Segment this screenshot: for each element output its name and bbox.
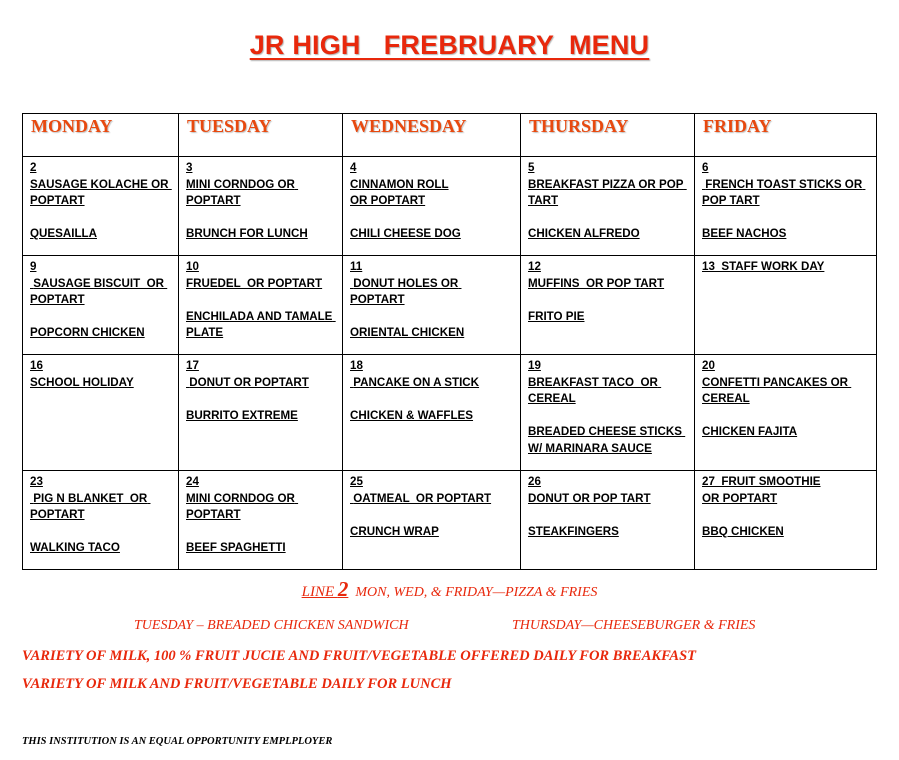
menu-item: CINNAMON ROLL	[350, 177, 449, 191]
day-cell-wednesday	[343, 157, 521, 256]
line-spacer	[186, 524, 336, 541]
line-spacer	[30, 524, 172, 541]
day-date: 18	[350, 359, 363, 372]
day-cell-friday	[695, 355, 877, 471]
day-cell-wednesday	[343, 355, 521, 471]
menu-item: BREAKFAST PIZZA OR POP TART	[528, 177, 687, 207]
menu-title: JR HIGH FREBRUARY MENU	[249, 30, 650, 60]
day-cell-wednesday	[343, 471, 521, 570]
day-header-row	[23, 114, 877, 157]
day-header-friday: FRIDAY	[695, 114, 877, 157]
day-cell-monday	[23, 355, 179, 471]
day-date: 20	[702, 359, 715, 372]
menu-item: QUESAILLA	[30, 227, 97, 240]
menu-item: CHICKEN & WAFFLES	[350, 408, 474, 422]
line-spacer	[350, 309, 514, 326]
breakfast-note: VARIETY OF MILK, 100 % FRUIT JUCIE AND FRUIT/VEGETABLE OFFERED DAILY FOR BREAKFAST	[22, 648, 697, 664]
menu-item: MINI CORNDOG OR POPTART	[186, 177, 299, 207]
menu-item: STEAKFINGERS	[528, 524, 619, 538]
day-date: 17	[186, 359, 199, 372]
day-cell-friday	[695, 157, 877, 256]
menu-item: FRENCH TOAST STICKS OR POP TART	[702, 177, 866, 207]
day-cell-monday	[23, 157, 179, 256]
menu-item: POPCORN CHICKEN	[30, 326, 145, 339]
menu-item: DONUT OR POPTART	[186, 375, 309, 389]
menu-item: CHICKEN FAJITA	[702, 425, 798, 438]
equal-opportunity-statement: THIS INSTITUTION IS AN EQUAL OPPORTUNITY EMPLPLOYER	[22, 736, 333, 747]
week-row	[23, 256, 877, 355]
menu-item: MINI CORNDOG OR POPTART	[186, 491, 299, 521]
day-date: 10	[186, 260, 199, 273]
line-spacer	[528, 292, 688, 309]
day-cell-thursday	[521, 355, 695, 471]
line-spacer	[528, 507, 688, 524]
menu-item: CONFETTI PANCAKES OR CEREAL	[702, 375, 852, 405]
day-cell-friday	[695, 256, 877, 355]
week-row	[23, 471, 877, 570]
week-row	[23, 355, 877, 471]
line-spacer	[350, 391, 514, 408]
day-header-thursday: THURSDAY	[521, 114, 695, 157]
menu-item: BEEF NACHOS	[702, 227, 787, 240]
line-2-text: MON, WED, & FRIDAY—PIZZA & FRIES	[348, 585, 598, 600]
day-header-tuesday: TUESDAY	[179, 114, 343, 157]
line-2-number: 2	[337, 577, 349, 601]
menu-item: OR POPTART	[350, 194, 426, 207]
day-date: 19	[528, 359, 541, 372]
day-header-wednesday: WEDNESDAY	[343, 114, 521, 157]
menu-item: OR POPTART	[702, 491, 778, 505]
day-date: 3	[186, 161, 193, 174]
line-spacer	[702, 210, 870, 227]
menu-item: MUFFINS OR POP TART	[528, 276, 665, 290]
menu-item: ORIENTAL CHICKEN	[350, 326, 465, 339]
menu-item: OATMEAL OR POPTART	[350, 491, 492, 505]
line-spacer	[350, 507, 514, 524]
day-date: 24	[186, 475, 199, 488]
line-spacer	[186, 391, 336, 408]
day-cell-thursday	[521, 256, 695, 355]
line-spacer	[30, 309, 172, 326]
menu-item: BREAKFAST TACO OR CEREAL	[528, 375, 662, 405]
day-date: 12	[528, 260, 541, 273]
lunch-note: VARIETY OF MILK AND FRUIT/VEGETABLE DAILY FOR LUNCH	[22, 676, 452, 692]
line-spacer	[702, 507, 870, 524]
menu-item: SAUSAGE BISCUIT OR POPTART	[30, 276, 168, 306]
day-cell-friday	[695, 471, 877, 570]
menu-item: SAUSAGE KOLACHE OR POPTART	[30, 177, 172, 207]
line-spacer	[528, 408, 688, 425]
menu-item: BBQ CHICKEN	[702, 524, 784, 538]
menu-item: BURRITO EXTREME	[186, 408, 298, 422]
day-date: 27 FRUIT SMOOTHIE	[702, 475, 821, 488]
line-2-label-text: LINE	[301, 584, 338, 600]
menu-item: BRUNCH FOR LUNCH	[186, 227, 308, 240]
day-cell-tuesday	[179, 471, 343, 570]
menu-item: WALKING TACO	[30, 541, 120, 554]
menu-item: CHILI CHEESE DOG	[350, 227, 461, 240]
day-date: 2	[30, 161, 37, 174]
day-cell-monday	[23, 256, 179, 355]
menu-item: CHICKEN ALFREDO	[528, 227, 640, 240]
day-cell-monday	[23, 471, 179, 570]
day-date: 13 STAFF WORK DAY	[702, 260, 825, 273]
week-row	[23, 157, 877, 256]
day-header-monday: MONDAY	[23, 114, 179, 157]
thursday-note: THURSDAY—CHEESEBURGER & FRIES	[512, 618, 756, 633]
line-spacer	[186, 210, 336, 227]
line-spacer	[702, 408, 870, 425]
day-date: 23	[30, 475, 43, 488]
day-date: 5	[528, 161, 535, 174]
line-spacer	[350, 210, 514, 227]
line-spacer	[528, 210, 688, 227]
day-cell-tuesday	[179, 256, 343, 355]
day-date: 6	[702, 161, 709, 174]
line-2-note	[0, 577, 899, 602]
menu-item: DONUT HOLES OR POPTART	[350, 276, 462, 306]
menu-item: CRUNCH WRAP	[350, 524, 439, 538]
day-cell-tuesday	[179, 355, 343, 471]
day-cell-tuesday	[179, 157, 343, 256]
menu-item: BREADED CHEESE STICKS W/ MARINARA SAUCE	[528, 425, 686, 455]
menu-item: SCHOOL HOLIDAY	[30, 375, 134, 389]
line-2-label	[301, 577, 349, 601]
line-spacer	[186, 292, 336, 309]
day-cell-thursday	[521, 157, 695, 256]
day-date: 26	[528, 475, 541, 488]
day-date: 16	[30, 359, 43, 372]
day-cell-wednesday	[343, 256, 521, 355]
menu-item: FRUEDEL OR POPTART	[186, 276, 323, 290]
day-date: 25	[350, 475, 363, 488]
menu-item: PANCAKE ON A STICK	[350, 375, 480, 389]
menu-item: DONUT OR POP TART	[528, 491, 651, 505]
day-date: 11	[350, 260, 363, 273]
menu-calendar-table	[22, 113, 877, 570]
menu-item: ENCHILADA AND TAMALE PLATE	[186, 309, 336, 339]
menu-item: BEEF SPAGHETTI	[186, 541, 286, 554]
menu-item: FRITO PIE	[528, 309, 585, 323]
menu-item: PIG N BLANKET OR POPTART	[30, 491, 151, 521]
line-spacer	[30, 210, 172, 227]
day-date: 9	[30, 260, 37, 273]
day-date: 4	[350, 161, 357, 174]
day-cell-thursday	[521, 471, 695, 570]
tuesday-note: TUESDAY – BREADED CHICKEN SANDWICH	[134, 618, 409, 633]
